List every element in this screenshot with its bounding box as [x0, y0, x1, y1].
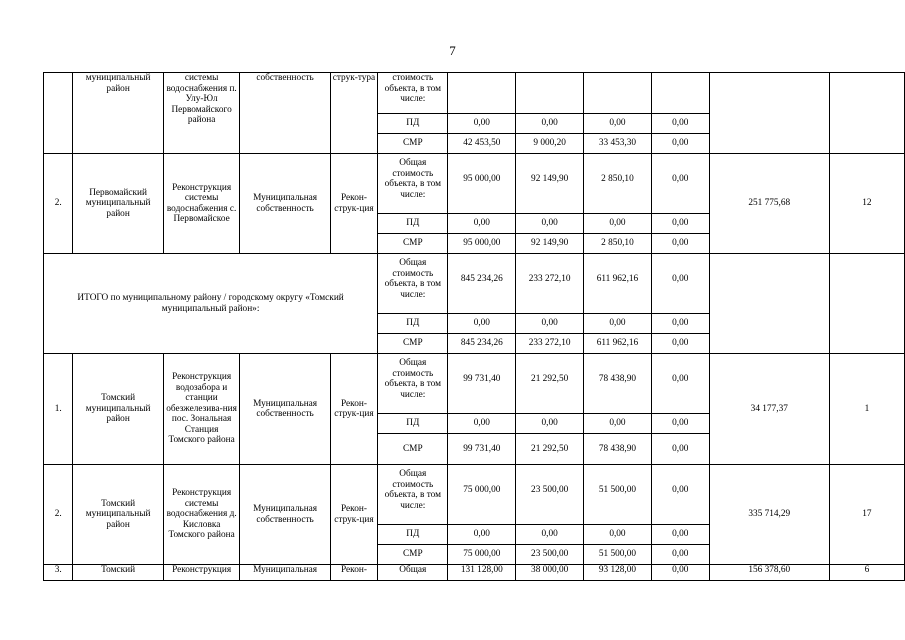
- value-cell: 0,00: [651, 154, 709, 214]
- value-cell: 0,00: [651, 214, 709, 234]
- smr-label: СМР: [378, 234, 448, 254]
- object-cell: системы водоснабжения п. Улу-Юл Первомайского района: [163, 73, 240, 154]
- value-cell: 0,00: [651, 414, 709, 434]
- value-cell: 38 000,00: [516, 565, 584, 581]
- value-cell: 75 000,00: [448, 465, 516, 525]
- value-cell: 42 453,50: [448, 134, 516, 154]
- object-cell: Реконструкция: [163, 565, 240, 581]
- value-cell: 0,00: [448, 525, 516, 545]
- ownership-cell: Муниципальная: [240, 565, 330, 581]
- total-label-cell: Общая стоимость объекта, в том числе:: [378, 254, 448, 314]
- value-cell: 0,00: [516, 314, 584, 334]
- total-label-cell: Общая стоимость объекта, в том числе:: [378, 354, 448, 414]
- district-cell: Томский муниципальный район: [73, 354, 163, 465]
- value-cell: 611 962,16: [584, 254, 652, 314]
- investment-table: [43, 72, 905, 581]
- value-cell: 23 500,00: [516, 465, 584, 525]
- value-cell: 845 234,26: [448, 254, 516, 314]
- ownership-cell: Муниципальная собственность: [240, 354, 330, 465]
- value-cell: 0,00: [584, 314, 652, 334]
- row-number: 2.: [44, 465, 73, 565]
- value-cell: 0,00: [584, 214, 652, 234]
- value-cell: 0,00: [651, 545, 709, 565]
- value-cell: 2 850,10: [584, 154, 652, 214]
- value-cell: 0,00: [651, 114, 709, 134]
- pd-label: ПД: [378, 525, 448, 545]
- value-cell: 0,00: [584, 525, 652, 545]
- value-cell: 2 850,10: [584, 234, 652, 254]
- district-cell: Томский: [73, 565, 163, 581]
- value-cell: 23 500,00: [516, 545, 584, 565]
- capacity-cell: 34 177,37: [709, 354, 829, 465]
- value-cell: 0,00: [516, 114, 584, 134]
- value-cell: 21 292,50: [516, 434, 584, 465]
- value-cell: 0,00: [448, 114, 516, 134]
- capacity-cell: 335 714,29: [709, 465, 829, 565]
- capacity-cell: 251 775,68: [709, 154, 829, 254]
- object-cell: Реконструкция системы водоснабжения с. Первомайское: [163, 154, 240, 254]
- pd-label: ПД: [378, 214, 448, 234]
- value-cell: 92 149,90: [516, 154, 584, 214]
- value-cell: 9 000,20: [516, 134, 584, 154]
- value-cell: 0,00: [448, 214, 516, 234]
- value-cell: 0,00: [516, 525, 584, 545]
- work-type-cell: Рекон-струк-ция: [330, 154, 377, 254]
- district-cell: Томский муниципальный район: [73, 465, 163, 565]
- value-cell: 0,00: [651, 465, 709, 525]
- value-cell: 95 000,00: [448, 234, 516, 254]
- value-cell: 99 731,40: [448, 434, 516, 465]
- value-cell: 131 128,00: [448, 565, 516, 581]
- work-type-cell: Рекон-струк-ция: [330, 354, 377, 465]
- value-cell: 93 128,00: [584, 565, 652, 581]
- total-label-cell: Общая стоимость объекта, в том числе:: [378, 465, 448, 525]
- ownership-cell: Муниципальная собственность: [240, 154, 330, 254]
- value-cell: 0,00: [651, 314, 709, 334]
- value-cell: 0,00: [584, 414, 652, 434]
- value-cell: 95 000,00: [448, 154, 516, 214]
- value-cell: 0,00: [651, 434, 709, 465]
- value-cell: 0,00: [516, 414, 584, 434]
- total-label-cell: Общая: [378, 565, 448, 581]
- count-cell: 1: [829, 354, 904, 465]
- value-cell: 0,00: [584, 114, 652, 134]
- count-cell: 12: [829, 154, 904, 254]
- smr-label: СМР: [378, 334, 448, 354]
- table-row: [44, 565, 905, 581]
- value-cell: 0,00: [651, 234, 709, 254]
- value-cell: 75 000,00: [448, 545, 516, 565]
- value-cell: 0,00: [651, 334, 709, 354]
- smr-label: СМР: [378, 134, 448, 154]
- value-cell: 51 500,00: [584, 545, 652, 565]
- value-cell: 0,00: [651, 525, 709, 545]
- value-cell: 0,00: [516, 214, 584, 234]
- table-row: [44, 465, 905, 525]
- value-cell: 21 292,50: [516, 354, 584, 414]
- row-number: 1.: [44, 354, 73, 465]
- smr-label: СМР: [378, 545, 448, 565]
- value-cell: 0,00: [651, 134, 709, 154]
- district-cell: муниципальный район: [73, 73, 163, 154]
- value-cell: 92 149,90: [516, 234, 584, 254]
- total-label-cell: Общая стоимость объекта, в том числе:: [378, 154, 448, 214]
- value-cell: 845 234,26: [448, 334, 516, 354]
- value-cell: 233 272,10: [516, 334, 584, 354]
- capacity-cell: 156 378,60: [709, 565, 829, 581]
- district-cell: Первомайский муниципальный район: [73, 154, 163, 254]
- work-type-cell: Рекон-струк-ция: [330, 465, 377, 565]
- pd-label: ПД: [378, 314, 448, 334]
- row-number: 3.: [44, 565, 73, 581]
- pd-label: ПД: [378, 114, 448, 134]
- work-type-cell: струк-тура: [330, 73, 377, 154]
- table-row: [44, 254, 905, 314]
- value-cell: 611 962,16: [584, 334, 652, 354]
- value-cell: 0,00: [651, 254, 709, 314]
- ownership-cell: собственность: [240, 73, 330, 154]
- object-cell: Реконструкция системы водоснабжения д. Кисловка Томского района: [163, 465, 240, 565]
- value-cell: 0,00: [448, 414, 516, 434]
- value-cell: 0,00: [651, 354, 709, 414]
- table-row: [44, 154, 905, 214]
- ownership-cell: Муниципальная собственность: [240, 465, 330, 565]
- row-number: 2.: [44, 154, 73, 254]
- count-cell: 17: [829, 465, 904, 565]
- page-number: 7: [449, 43, 456, 58]
- itogo-label: ИТОГО по муниципальному району / городскому округу «Томский муниципальный район»:: [44, 254, 378, 354]
- value-cell: 99 731,40: [448, 354, 516, 414]
- value-cell: 0,00: [651, 565, 709, 581]
- table-row: [44, 354, 905, 414]
- value-cell: 33 453,30: [584, 134, 652, 154]
- value-cell: 51 500,00: [584, 465, 652, 525]
- count-cell: 6: [829, 565, 904, 581]
- table-row: [44, 73, 905, 114]
- object-cell: Реконструкция водозабора и станции обезжелезива-ния пос. Зональная Станция Томского района: [163, 354, 240, 465]
- smr-label: СМР: [378, 434, 448, 465]
- value-cell: 233 272,10: [516, 254, 584, 314]
- total-label-cell: стоимость объекта, в том числе:: [378, 73, 448, 114]
- value-cell: 78 438,90: [584, 434, 652, 465]
- value-cell: 78 438,90: [584, 354, 652, 414]
- value-cell: 0,00: [448, 314, 516, 334]
- work-type-cell: Рекон-: [330, 565, 377, 581]
- pd-label: ПД: [378, 414, 448, 434]
